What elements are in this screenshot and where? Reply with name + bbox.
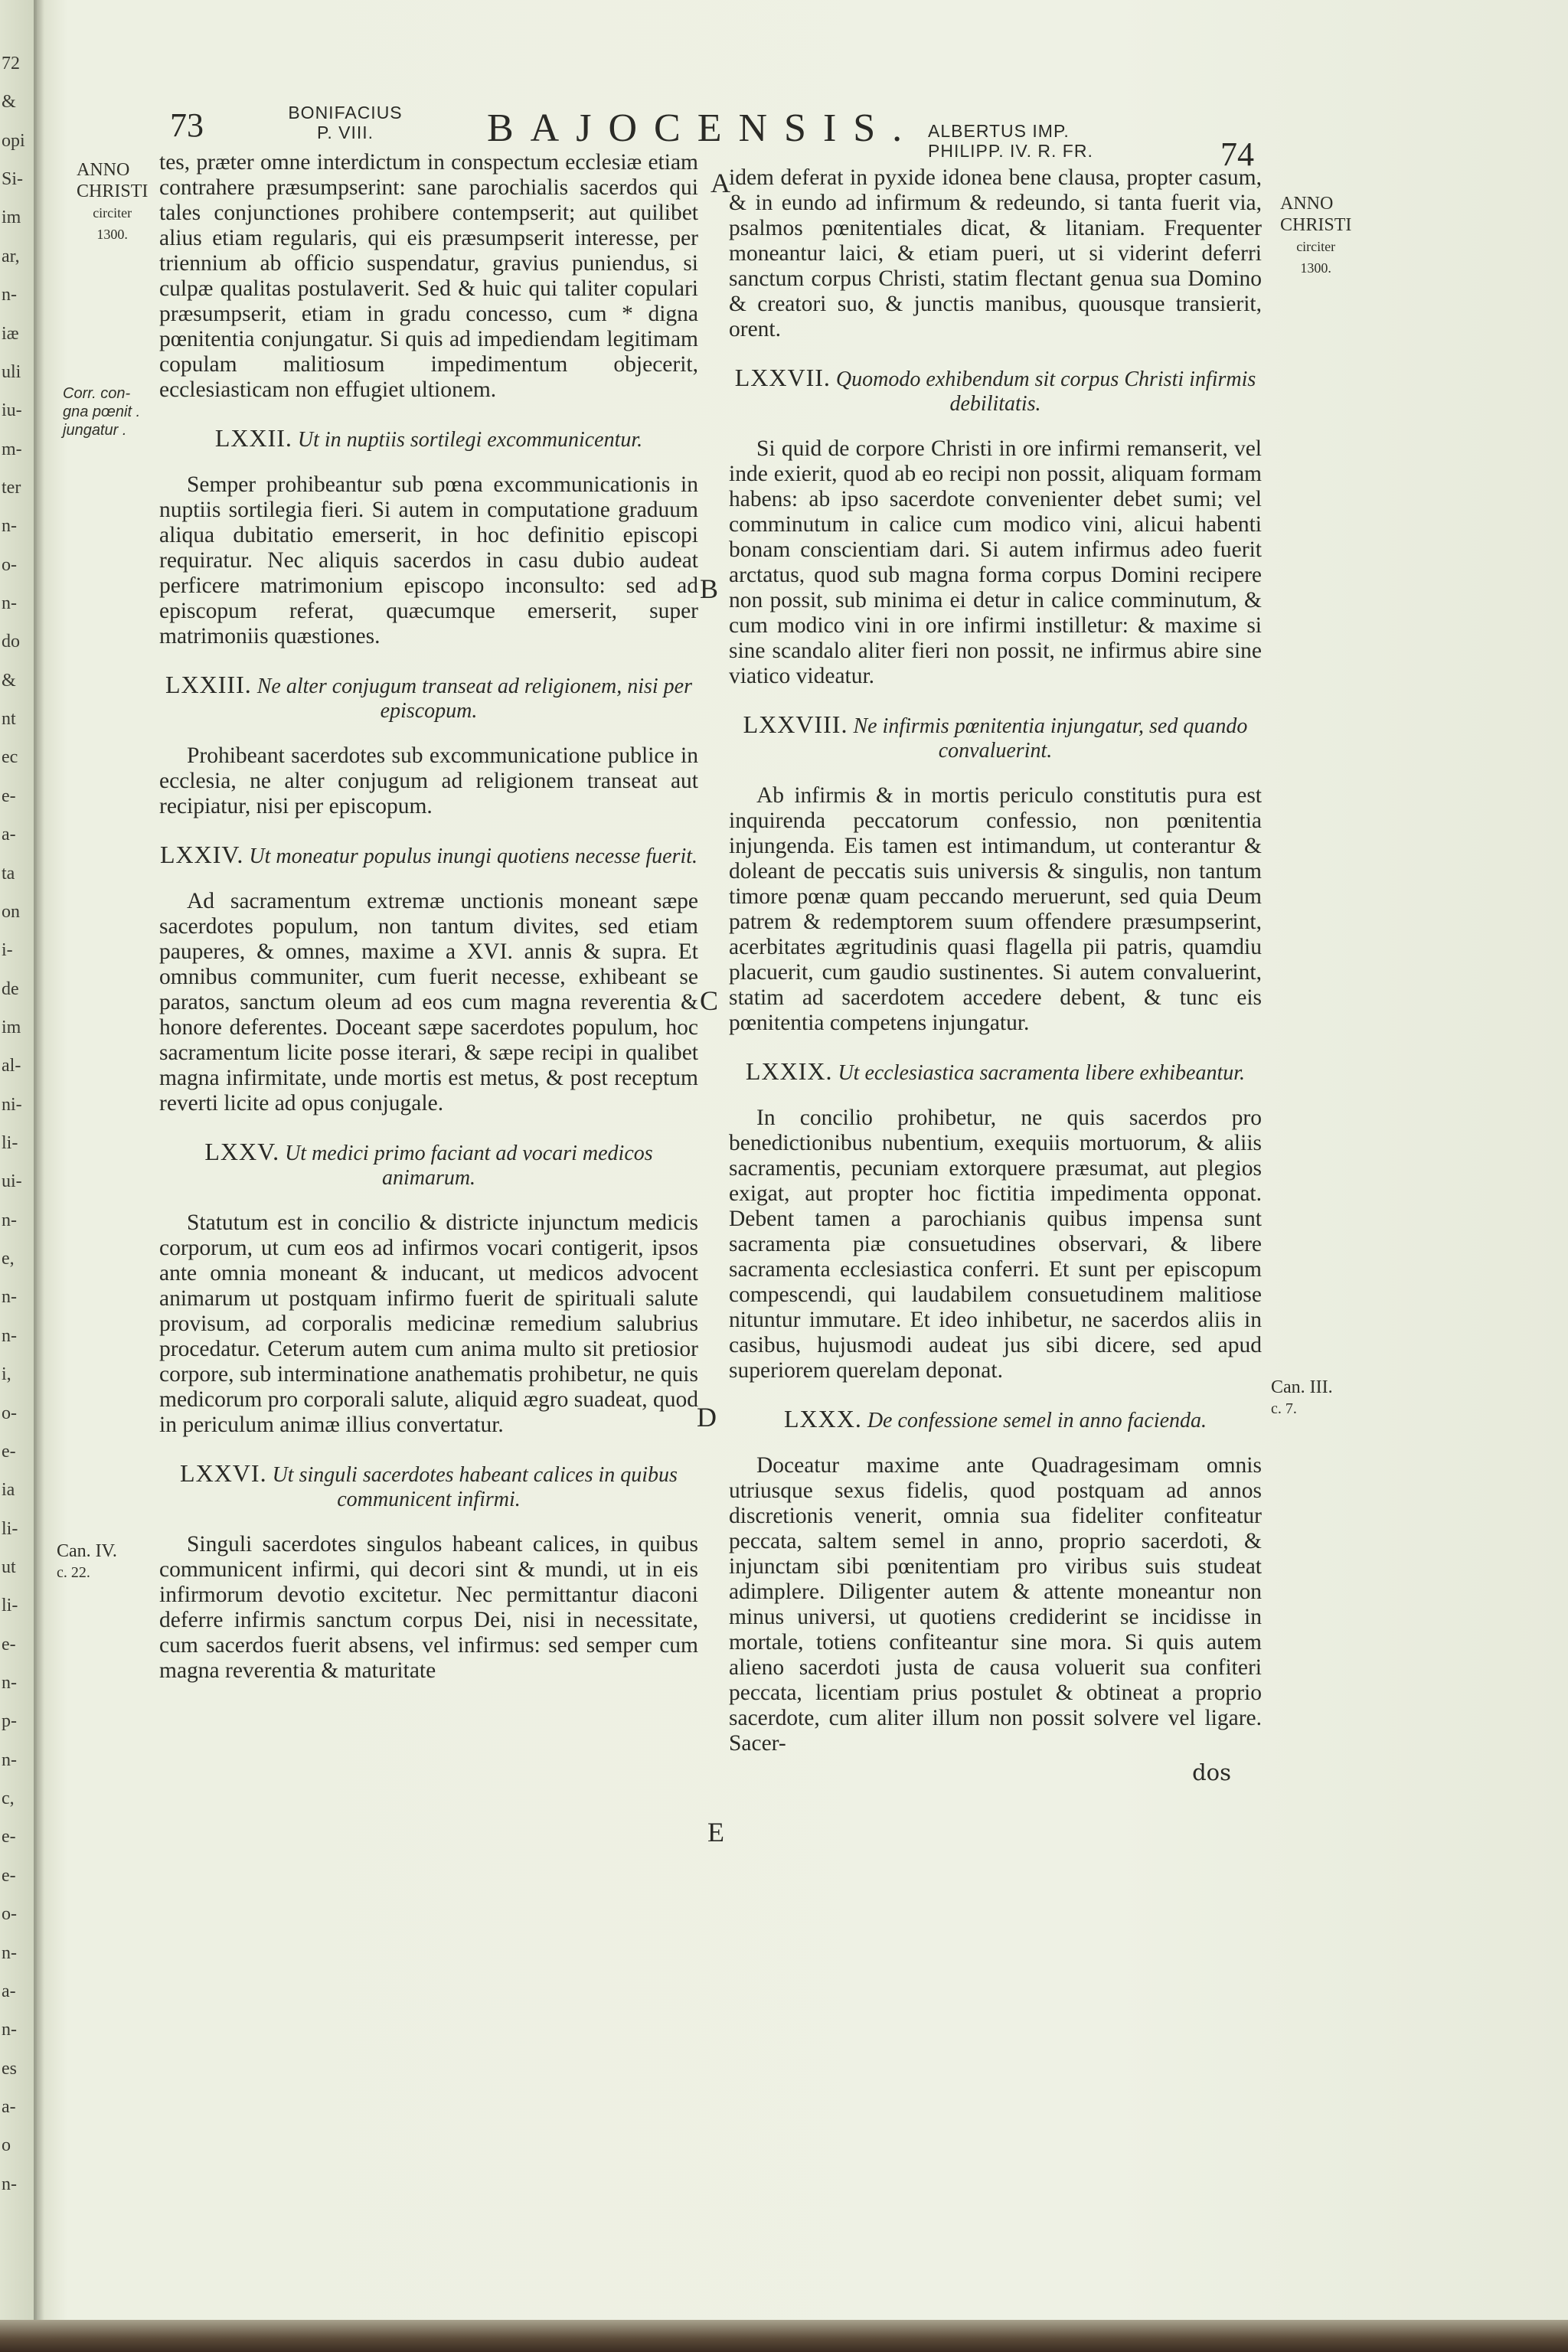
left-column xyxy=(159,150,698,1684)
gutter-fragment: a- xyxy=(2,825,16,845)
section-heading-lxxviii xyxy=(729,712,1262,763)
gutter-fragment: n- xyxy=(2,1325,17,1346)
gutter-fragment: i, xyxy=(2,1364,11,1385)
spine-shadow xyxy=(34,0,44,2352)
gutter-fragment: i- xyxy=(2,940,13,961)
gutter-fragment: n- xyxy=(2,593,17,613)
gutter-fragment: ec xyxy=(2,747,18,768)
section-heading-lxxv xyxy=(159,1139,698,1191)
gutter-fragment: ta xyxy=(2,863,15,884)
gutter-fragment: ar, xyxy=(2,246,20,266)
section-letter-d: D xyxy=(697,1402,717,1432)
section-heading-lxxvii xyxy=(729,365,1262,416)
gutter-fragment: li- xyxy=(2,1133,18,1153)
gutter-fragment: opi xyxy=(2,130,25,151)
year-value: 1300. xyxy=(1300,260,1331,276)
gutter-fragment: ia xyxy=(2,1480,15,1501)
section-title: De confessione semel in anno facienda. xyxy=(867,1409,1207,1432)
section-heading-lxxvi xyxy=(159,1461,698,1512)
gutter-fragment: li- xyxy=(2,1518,18,1539)
section-letter-b: B xyxy=(700,573,719,604)
gutter-fragment: n- xyxy=(2,1210,17,1230)
gutter-fragment: al- xyxy=(2,1056,21,1076)
gutter-fragment: n- xyxy=(2,1287,17,1308)
gutter-fragment: c, xyxy=(2,1788,15,1809)
gutter-fragment: p- xyxy=(2,1711,17,1732)
section-number: LXXIX. xyxy=(745,1057,833,1085)
section-number: LXXII. xyxy=(214,424,292,452)
gutter-fragment: es xyxy=(2,2058,17,2079)
section-letter-c: C xyxy=(700,985,719,1016)
running-title: BAJOCENSIS. xyxy=(487,106,920,150)
gutter-fragment: ter xyxy=(2,477,21,498)
paragraph: Ab infirmis & in mortis periculo constitutis pura est inquirenda peccatorum confessio, non pœnitentia injungenda. Eis tamen est intimandum, ut conterantur & doleant de peccatis suis universis & singulis, non tantum timore pœnæ quam peccando meruerunt, sed quia Deum patrem & redemptorem suum offendere præsumpserint, acerbitates ægritudinis quasi flagella pii patris, quamdiu placuerit, cum gaudio sustinentes. Si autem convaluerint, statim ad sacerdotem accedere debent, & tunc eis pœnitentia competens injungatur. xyxy=(729,783,1262,1035)
gutter-fragment: n- xyxy=(2,1942,17,1963)
canon-line: c. 7. xyxy=(1271,1400,1297,1417)
paragraph: Si quid de corpore Christi in ore infirmi remanserit, vel inde exierit, quod ab eo recipi non possit, aliquam formam habens: ab ipso sacerdote convenienter debet sumi; vel comminutum in calice cum modico vini, alicui habenti bonam conscientiam dari. Si autem infirmus adeo fuerit arctatus, quod sub magna forma corpus Domini recipere non possit, sub minima ei detur in calice comminutum, & cum modico vini in ore infirmi instilletur: & maxime si sine scandalo aliter fieri non possit, ne infirmus abire sine viatico videatur. xyxy=(729,436,1262,688)
correction-line: Corr. con- xyxy=(63,385,131,402)
section-title: Ne alter conjugum transeat ad religionem, nisi per episcopum. xyxy=(256,675,692,723)
section-number: LXXVI. xyxy=(180,1459,267,1487)
paragraph: In concilio prohibetur, ne quis sacerdos pro benedictionibus nubentium, exequiis mortuorum, & aliis sacramentis, pecuniam extorquere præsumat, aut plegios exigat, aut propter hoc fictitia impedimenta opponat. Debent tamen a parochianis quibus impensa sunt sacramenta piæ consuetudines observari, & libere sacramenta ecclesiastica conferri. Et sunt per episcopum compescendi, qui laudabilem consuetudinem malitiose nituntur immutare. Et ideo inhibetur, ne sacerdos aliis in casibus, hujusmodi audeat jus sibi dicere, sed apud superiorem querelam deponat. xyxy=(729,1106,1262,1383)
page-number-right: 74 xyxy=(1220,136,1254,173)
gutter-fragment: ut xyxy=(2,1557,16,1577)
correction-note xyxy=(63,384,140,439)
ruler-names xyxy=(928,121,1158,161)
gutter-fragment: 72 xyxy=(2,54,20,74)
section-letter-e: E xyxy=(707,1817,724,1847)
gutter-fragment: li- xyxy=(2,1596,18,1616)
gutter-fragment: & xyxy=(2,670,16,691)
section-number: LXXIII. xyxy=(165,671,252,698)
anno-christi-right xyxy=(1280,193,1351,279)
circiter-word: circiter xyxy=(1296,239,1336,254)
anno-christi-left xyxy=(77,159,148,245)
gutter-fragment: m- xyxy=(2,439,22,459)
section-title: Quomodo exhibendum sit corpus Christi infirmis debilitatis. xyxy=(835,368,1256,416)
canon-iii-note xyxy=(1271,1377,1333,1419)
gutter-fragment: o- xyxy=(2,1403,17,1423)
paragraph: Ad sacramentum extremæ unctionis moneant sæpe sacerdotes populum, non tantum divites, sed etiam pauperes, & omnes, maxime a XVI. annis & supra. Et omnibus communiter, cum fuerit necesse, exhibeant se paratos, sanctum oleum ad eos cum magna reverentia & honore deferentes. Doceant sæpe sacerdotes populum, hoc sacramentum licite posse iterari, & sæpe recipi in qualibet magna infirmitate, unde mortis est metus, & post receptum reverti licite ad opus conjugale. xyxy=(159,889,698,1116)
paragraph: Semper prohibeantur sub pœna excommunicationis in nuptiis sortilegia fieri. Si autem in computatione graduum aliqua dubitatio emerserit, in hoc definitio episcopi requiratur. Nec aliquis sacerdos in casu dubio audeat perficere matrimonium episcopo inconsulto: sed ad episcopum referat, quæcumque emerserit, super matrimoniis quæstiones. xyxy=(159,472,698,648)
gutter-fragment: n- xyxy=(2,2020,17,2040)
paragraph: Statutum est in concilio & districte injunctum medicis corporum, ut cum eos ad infirmos vocari contigerit, ipsos ante omnia moneant & inducant, ut medicos advocent animarum ut postquam infirmo fuerit de spirituali salute provisum, ad corporalis medicinæ remedium salubrius procedatur. Ceterum autem cum anima multo sit pretiosior corpore, sub interminatione anathematis prohibetur, ne quis medicorum pro corporali salute, aliquid ægro suadeat, quod in periculum animæ illius convertatur. xyxy=(159,1210,698,1437)
paragraph: Singuli sacerdotes singulos habeant calices, in quibus communicent infirmi, qui decori sint & mundi, ut in eis infirmorum devotio excitetur. Nec permittantur diaconi deferre infirmis sanctum corpus Dei, nisi in necessitate, cum sacerdos fuerit absens, vel infirmus: sed semper cum magna reverentia & maturitate xyxy=(159,1532,698,1683)
gutter-fragment: ui- xyxy=(2,1171,22,1192)
gutter-fragment: n- xyxy=(2,1673,17,1693)
section-title: Ut ecclesiastica sacramenta libere exhibeantur. xyxy=(838,1061,1246,1085)
gutter-fragment: e- xyxy=(2,1634,16,1655)
catchword: dos xyxy=(1192,1759,1231,1785)
section-number: LXXVIII. xyxy=(743,710,848,738)
paragraph: Doceatur maxime ante Quadragesimam omnis utriusque sexus fidelis, quod postquam ad annos discretionis venerit, omnia sua fideliter confiteatur peccata, saltem semel in anno, proprio sacerdoti, & injunctam sibi pœnitentiam pro viribus suis studeat adimplere. Diligenter autem & attente moneantur non minus universi, ut quotiens crediderint se incidisse in mortale, totiens confiteantur sine mora. Si quis autem alieno sacerdoti justa de causa voluerit sua confiteri peccata, licentiam prius postulet & obtineat a proprio sacerdote, cum aliter illum non possit solvere vel ligare. Sacer- xyxy=(729,1453,1262,1756)
gutter-fragment: iæ xyxy=(2,323,19,344)
canon-line: Can. IV. xyxy=(57,1541,117,1561)
gutter-fragment: e, xyxy=(2,1249,15,1269)
section-title: Ne infirmis pœnitentia injungatur, sed quando convaluerint. xyxy=(853,714,1248,763)
gutter-fragment: n- xyxy=(2,2174,17,2194)
anno-word: ANNO xyxy=(77,160,130,180)
section-heading-lxxiii xyxy=(159,672,698,724)
gutter-fragment: e- xyxy=(2,786,16,806)
gutter-fragment: nt xyxy=(2,709,16,730)
section-heading-lxxii xyxy=(159,426,698,452)
anno-word: ANNO xyxy=(1280,194,1334,214)
section-number: LXXV. xyxy=(204,1138,280,1165)
gutter-fragment: iu- xyxy=(2,400,22,421)
year-value: 1300. xyxy=(96,227,128,242)
section-title: Ut moneatur populus inungi quotiens necesse fuerit. xyxy=(249,844,697,868)
pope-number-line: P. VIII. xyxy=(316,122,374,142)
gutter-fragment: a- xyxy=(2,2096,16,2117)
pope-name-line: BONIFACIUS xyxy=(288,103,403,122)
emperor-line: ALBERTUS IMP. xyxy=(928,121,1070,141)
correction-line: gna pœnit . xyxy=(63,403,141,420)
canon-line: c. 22. xyxy=(57,1564,90,1581)
section-number: LXXVII. xyxy=(734,364,831,391)
section-number: LXXX. xyxy=(783,1405,862,1432)
gutter-fragment: n- xyxy=(2,1749,17,1770)
gutter-fragment: a- xyxy=(2,1981,16,2001)
gutter-fragment: n- xyxy=(2,516,17,537)
gutter-fragment: o- xyxy=(2,1904,17,1925)
gutter-fragment: & xyxy=(2,92,16,113)
circiter-word: circiter xyxy=(93,205,132,220)
gutter-fragment: o xyxy=(2,2135,11,2156)
section-title: Ut medici primo faciant ad vocari medicos animarum. xyxy=(285,1142,653,1190)
canon-line: Can. III. xyxy=(1271,1377,1333,1397)
right-column xyxy=(729,165,1262,1785)
gutter-fragment: on xyxy=(2,901,20,922)
pope-name xyxy=(273,103,418,142)
previous-page-gutter xyxy=(0,0,37,2352)
gutter-fragment: do xyxy=(2,632,20,652)
section-number: LXXIV. xyxy=(159,841,244,868)
gutter-fragment: im xyxy=(2,207,21,228)
gutter-fragment: ni- xyxy=(2,1094,22,1115)
gutter-fragment: de xyxy=(2,978,19,999)
section-heading-lxxx xyxy=(729,1406,1262,1433)
section-heading-lxxiv xyxy=(159,842,698,869)
paragraph: tes, præter omne interdictum in conspectum ecclesiæ etiam contrahere præsumpserint: sane parochialis sacerdos qui tales conjunctiones prohibere contempserit; aut quilibet alius etiam regularis, qui eis præsumpserit interesse, per triennium ab officio suspendatur, gravius puniendus, si culpæ qualitas postulaverit. Sed & huic qui taliter copulari præsumpserit, etiam in gradu concesso, cum * digna pœnitentia conjungatur. Si quis ad impediendam legitimam copulam malitiosum impedimentum objecerit, ecclesiasticam non effugiet ultionem. xyxy=(159,150,698,402)
section-title: Ut singuli sacerdotes habeant calices in quibus communicent infirmi. xyxy=(272,1463,678,1511)
canon-iv-note xyxy=(57,1540,117,1583)
gutter-fragment: e- xyxy=(2,1827,16,1847)
gutter-fragment: im xyxy=(2,1017,21,1037)
section-title: Ut in nuptiis sortilegi excommunicentur. xyxy=(297,428,643,452)
king-line: PHILIPP. IV. R. FR. xyxy=(928,141,1093,161)
christi-word: CHRISTI xyxy=(77,181,149,201)
book-bottom-edge xyxy=(0,2320,1568,2352)
gutter-fragment: e- xyxy=(2,1441,16,1462)
section-heading-lxxix xyxy=(729,1059,1262,1086)
correction-line: jungatur . xyxy=(63,422,127,439)
gutter-fragment: o- xyxy=(2,554,17,575)
gutter-fragment: Si- xyxy=(2,169,24,190)
gutter-fragment: n- xyxy=(2,285,17,305)
page-number-left: 73 xyxy=(170,106,204,144)
christi-word: CHRISTI xyxy=(1280,215,1352,235)
section-letter-a: A xyxy=(710,168,730,198)
gutter-fragment: uli xyxy=(2,361,21,382)
paragraph: idem deferat in pyxide idonea bene clausa, propter casum, & in eundo ad infirmum & redeundo, si tanta fuerit via, psalmos pœnitentiales dicat, & litaniam. Frequenter moneantur laici, & etiam pueri, ut si viderint deferri sanctum corpus Christi, statim flectant genua sua Domino & creatori suo, & junctis manibus, quousque transierit, orent. xyxy=(729,165,1262,341)
gutter-fragment: e- xyxy=(2,1865,16,1886)
paragraph: Prohibeant sacerdotes sub excommunicatione publice in ecclesia, ne alter conjugum ad religionem transeat aut recipiatur, nisi per episcopum. xyxy=(159,743,698,818)
